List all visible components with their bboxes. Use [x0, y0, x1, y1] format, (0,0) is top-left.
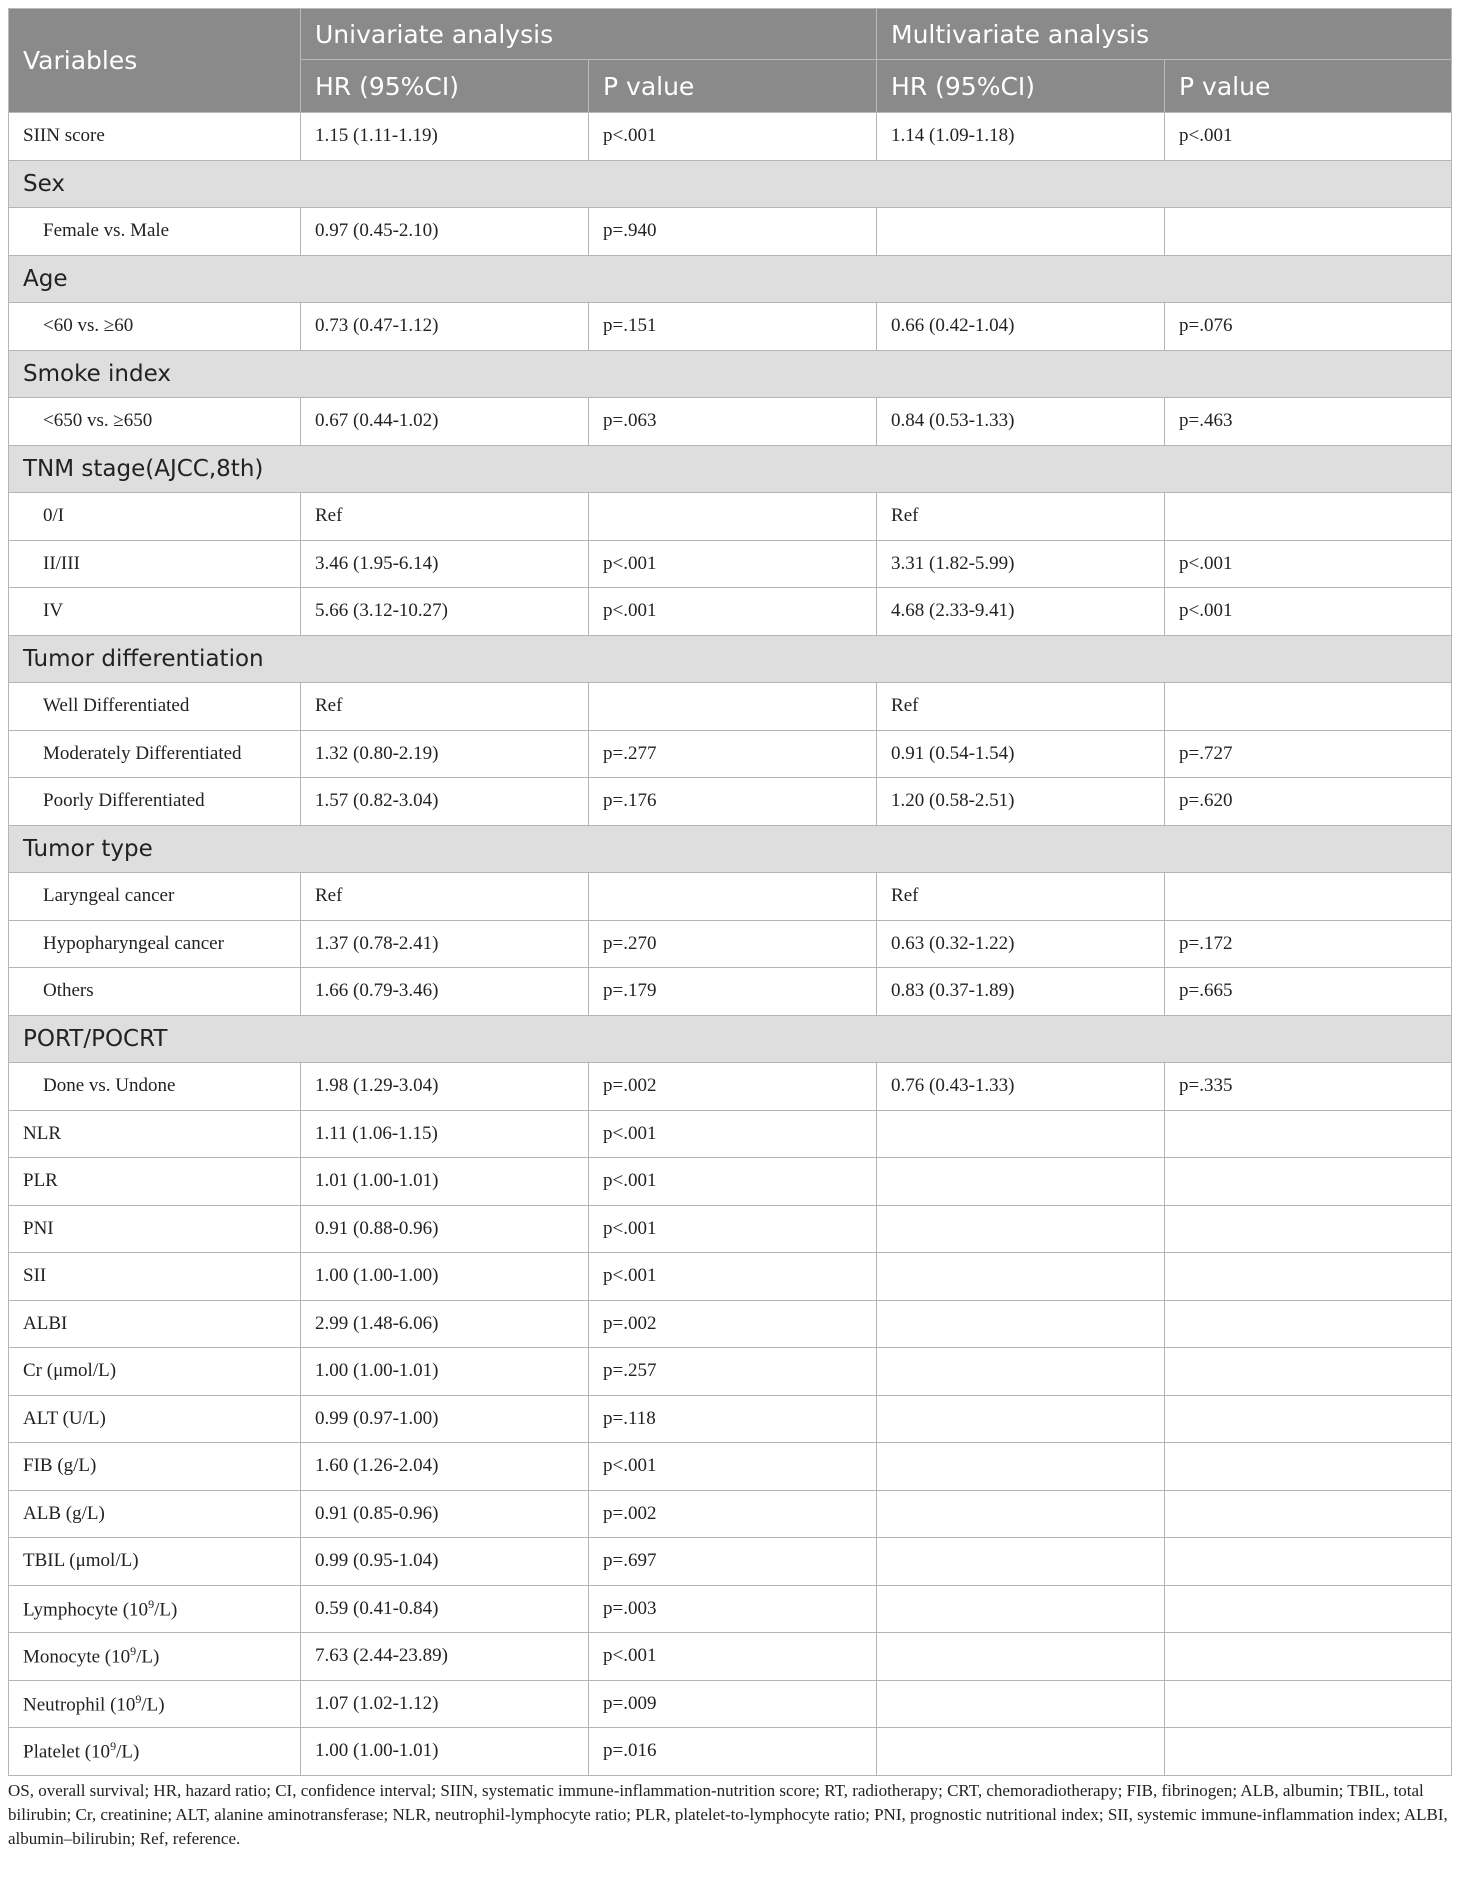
- multivariate-p-cell: [1165, 1253, 1452, 1301]
- variable-cell: [9, 683, 301, 731]
- univariate-hr-cell: 1.07 (1.02-1.12): [301, 1680, 589, 1728]
- multivariate-p-cell: p=.463: [1165, 398, 1452, 446]
- univariate-p-cell: [589, 873, 877, 921]
- table-row: [9, 1633, 1452, 1681]
- variable-label: SIIN score: [23, 125, 105, 147]
- univariate-p-cell: p=.063: [589, 398, 877, 446]
- multivariate-p-cell: [1165, 1158, 1452, 1206]
- table-row: [9, 493, 1452, 541]
- unit-suffix: /L): [136, 1646, 160, 1668]
- univariate-hr-cell: 1.57 (0.82-3.04): [301, 778, 589, 826]
- variable-label: Poorly Differentiated: [43, 790, 205, 812]
- univariate-hr-cell: 1.32 (0.80-2.19): [301, 730, 589, 778]
- variable-cell: [9, 1395, 301, 1443]
- table-row: [9, 1110, 1452, 1158]
- variable-cell: [9, 1585, 301, 1633]
- table-row: [9, 1158, 1452, 1206]
- univariate-hr-cell: 0.99 (0.95-1.04): [301, 1538, 589, 1586]
- univariate-p-cell: p<.001: [589, 1443, 877, 1491]
- univariate-p-cell: p<.001: [589, 1633, 877, 1681]
- multivariate-p-cell: p=.665: [1165, 968, 1452, 1016]
- variable-label: Moderately Differentiated: [43, 742, 242, 764]
- variable-label: PLR: [23, 1170, 58, 1192]
- table-row: [9, 1728, 1452, 1776]
- header-multivariate-p: P value: [1165, 60, 1452, 113]
- univariate-hr-cell: 0.97 (0.45-2.10): [301, 208, 589, 256]
- group-label: Age: [9, 255, 1452, 303]
- variable-cell: [9, 920, 301, 968]
- header-row-1: [9, 9, 1452, 60]
- multivariate-p-cell: [1165, 1633, 1452, 1681]
- univariate-p-cell: p<.001: [589, 1253, 877, 1301]
- variable-cell: [9, 398, 301, 446]
- variable-cell: [9, 1443, 301, 1491]
- univariate-p-cell: p=.176: [589, 778, 877, 826]
- variable-label: <650 vs. ≥650: [43, 410, 153, 432]
- univariate-hr-cell: 1.37 (0.78-2.41): [301, 920, 589, 968]
- variable-cell: [9, 540, 301, 588]
- multivariate-hr-cell: 0.63 (0.32-1.22): [877, 920, 1165, 968]
- header-multivariate: Multivariate analysis: [877, 9, 1452, 60]
- table-row: [9, 730, 1452, 778]
- univariate-p-cell: p=.003: [589, 1585, 877, 1633]
- variable-label: TBIL (μmol/L): [23, 1550, 139, 1572]
- univariate-p-cell: p=.697: [589, 1538, 877, 1586]
- multivariate-hr-cell: Ref: [877, 683, 1165, 731]
- table-row: [9, 873, 1452, 921]
- variable-cell: [9, 1110, 301, 1158]
- variable-cell: [9, 303, 301, 351]
- variable-label: Well Differentiated: [43, 695, 190, 717]
- univariate-p-cell: p=.016: [589, 1728, 877, 1776]
- group-label: Tumor differentiation: [9, 635, 1452, 683]
- multivariate-hr-cell: 3.31 (1.82-5.99): [877, 540, 1165, 588]
- multivariate-hr-cell: Ref: [877, 493, 1165, 541]
- variable-cell: [9, 208, 301, 256]
- table-row: [9, 1205, 1452, 1253]
- univariate-hr-cell: Ref: [301, 683, 589, 731]
- multivariate-hr-cell: 1.14 (1.09-1.18): [877, 113, 1165, 161]
- univariate-p-cell: p=.257: [589, 1348, 877, 1396]
- multivariate-p-cell: [1165, 1585, 1452, 1633]
- variable-label: Done vs. Undone: [43, 1075, 176, 1097]
- univariate-p-cell: p=.002: [589, 1300, 877, 1348]
- univariate-hr-cell: 1.66 (0.79-3.46): [301, 968, 589, 1016]
- variable-label: Lymphocyte (10: [23, 1598, 149, 1620]
- variable-label: Monocyte (10: [23, 1646, 131, 1668]
- multivariate-p-cell: [1165, 208, 1452, 256]
- multivariate-hr-cell: [877, 1680, 1165, 1728]
- univariate-p-cell: p<.001: [589, 540, 877, 588]
- univariate-hr-cell: 0.91 (0.88-0.96): [301, 1205, 589, 1253]
- univariate-hr-cell: 0.59 (0.41-0.84): [301, 1585, 589, 1633]
- multivariate-p-cell: [1165, 1110, 1452, 1158]
- multivariate-hr-cell: 0.84 (0.53-1.33): [877, 398, 1165, 446]
- multivariate-hr-cell: [877, 1443, 1165, 1491]
- multivariate-hr-cell: 4.68 (2.33-9.41): [877, 588, 1165, 636]
- variable-label: Platelet (10: [23, 1741, 111, 1763]
- variable-cell: [9, 1680, 301, 1728]
- header-univariate-p: P value: [589, 60, 877, 113]
- univariate-p-cell: p=.270: [589, 920, 877, 968]
- table-row: [9, 303, 1452, 351]
- univariate-hr-cell: Ref: [301, 493, 589, 541]
- multivariate-p-cell: [1165, 873, 1452, 921]
- table-row: [9, 1063, 1452, 1111]
- univariate-p-cell: [589, 493, 877, 541]
- table-row: [9, 1680, 1452, 1728]
- multivariate-p-cell: p<.001: [1165, 113, 1452, 161]
- multivariate-hr-cell: 1.20 (0.58-2.51): [877, 778, 1165, 826]
- univariate-p-cell: p=.151: [589, 303, 877, 351]
- table-footnote: OS, overall survival; HR, hazard ratio; CI, confidence interval; SIIN, systematic immune-inflammation-nutrition score; RT, radiotherapy; CRT, chemoradiotherapy; FIB, fibrinogen; ALB, albumin; TBIL, total bilirubin; Cr, creatinine; ALT, alanine aminotransferase; NLR, neutrophil-lymphocyte ratio; PLR, platelet-to-lymphocyte ratio; PNI, prognostic nutritional index; SII, systemic immune-inflammation index; ALBI, albumin–bilirubin; Ref, reference.: [8, 1780, 1448, 1848]
- univariate-p-cell: p<.001: [589, 588, 877, 636]
- unit-suffix: /L): [141, 1693, 165, 1715]
- variable-cell: [9, 1158, 301, 1206]
- variable-cell: [9, 968, 301, 1016]
- multivariate-p-cell: p<.001: [1165, 540, 1452, 588]
- variable-cell: [9, 1538, 301, 1586]
- unit-exponent: 9: [130, 1644, 137, 1659]
- univariate-hr-cell: 1.11 (1.06-1.15): [301, 1110, 589, 1158]
- multivariate-p-cell: [1165, 1680, 1452, 1728]
- multivariate-hr-cell: [877, 1348, 1165, 1396]
- group-header-row: [9, 1015, 1452, 1063]
- header-univariate: Univariate analysis: [301, 9, 877, 60]
- variable-label: 0/I: [43, 505, 65, 527]
- table-row: [9, 1395, 1452, 1443]
- table-row: [9, 1443, 1452, 1491]
- univariate-hr-cell: 3.46 (1.95-6.14): [301, 540, 589, 588]
- univariate-p-cell: p<.001: [589, 1158, 877, 1206]
- group-header-row: [9, 445, 1452, 493]
- multivariate-p-cell: [1165, 1205, 1452, 1253]
- multivariate-hr-cell: Ref: [877, 873, 1165, 921]
- variable-cell: [9, 1063, 301, 1111]
- header-variables: Variables: [9, 9, 301, 113]
- table-row: [9, 113, 1452, 161]
- multivariate-p-cell: p=.172: [1165, 920, 1452, 968]
- univariate-hr-cell: 2.99 (1.48-6.06): [301, 1300, 589, 1348]
- variable-cell: [9, 1205, 301, 1253]
- multivariate-hr-cell: 0.83 (0.37-1.89): [877, 968, 1165, 1016]
- multivariate-p-cell: [1165, 493, 1452, 541]
- multivariate-p-cell: [1165, 1538, 1452, 1586]
- variable-cell: [9, 1490, 301, 1538]
- univariate-p-cell: p<.001: [589, 113, 877, 161]
- univariate-hr-cell: 1.00 (1.00-1.00): [301, 1253, 589, 1301]
- variable-cell: [9, 873, 301, 921]
- multivariate-p-cell: p<.001: [1165, 588, 1452, 636]
- variable-label: Cr (μmol/L): [23, 1360, 117, 1382]
- univariate-p-cell: [589, 683, 877, 731]
- table-row: [9, 920, 1452, 968]
- multivariate-p-cell: p=.620: [1165, 778, 1452, 826]
- univariate-hr-cell: 5.66 (3.12-10.27): [301, 588, 589, 636]
- multivariate-hr-cell: [877, 1633, 1165, 1681]
- univariate-hr-cell: 1.01 (1.00-1.01): [301, 1158, 589, 1206]
- header-univariate-hr: HR (95%CI): [301, 60, 589, 113]
- univariate-p-cell: p=.002: [589, 1063, 877, 1111]
- univariate-hr-cell: 1.00 (1.00-1.01): [301, 1728, 589, 1776]
- unit-exponent: 9: [135, 1691, 142, 1706]
- univariate-p-cell: p<.001: [589, 1110, 877, 1158]
- table-row: [9, 540, 1452, 588]
- univariate-p-cell: p=.118: [589, 1395, 877, 1443]
- multivariate-p-cell: p=.335: [1165, 1063, 1452, 1111]
- header-multivariate-hr: HR (95%CI): [877, 60, 1165, 113]
- variable-cell: [9, 1300, 301, 1348]
- table-row: [9, 1490, 1452, 1538]
- unit-suffix: /L): [154, 1598, 178, 1620]
- multivariate-hr-cell: 0.91 (0.54-1.54): [877, 730, 1165, 778]
- multivariate-p-cell: [1165, 1395, 1452, 1443]
- group-header-row: [9, 635, 1452, 683]
- variable-label: ALT (U/L): [23, 1407, 106, 1429]
- group-label: PORT/POCRT: [9, 1015, 1452, 1063]
- variable-label: Neutrophil (10: [23, 1693, 136, 1715]
- group-header-row: [9, 255, 1452, 303]
- unit-exponent: 9: [148, 1596, 155, 1611]
- table-row: [9, 588, 1452, 636]
- variable-label: ALB (g/L): [23, 1502, 105, 1524]
- table-row: [9, 968, 1452, 1016]
- multivariate-hr-cell: [877, 1395, 1165, 1443]
- table-row: [9, 208, 1452, 256]
- variable-cell: [9, 113, 301, 161]
- univariate-p-cell: p<.001: [589, 1205, 877, 1253]
- table-row: [9, 1300, 1452, 1348]
- univariate-hr-cell: 0.67 (0.44-1.02): [301, 398, 589, 446]
- group-header-row: [9, 160, 1452, 208]
- variable-cell: [9, 493, 301, 541]
- multivariate-hr-cell: [877, 1158, 1165, 1206]
- table-row: [9, 683, 1452, 731]
- multivariate-p-cell: [1165, 1728, 1452, 1776]
- multivariate-p-cell: p=.076: [1165, 303, 1452, 351]
- variable-cell: [9, 1348, 301, 1396]
- multivariate-hr-cell: 0.76 (0.43-1.33): [877, 1063, 1165, 1111]
- univariate-hr-cell: 0.91 (0.85-0.96): [301, 1490, 589, 1538]
- variable-cell: [9, 1633, 301, 1681]
- unit-suffix: /L): [116, 1741, 140, 1763]
- table-row: [9, 1253, 1452, 1301]
- multivariate-hr-cell: [877, 1538, 1165, 1586]
- group-label: TNM stage(AJCC,8th): [9, 445, 1452, 493]
- multivariate-hr-cell: [877, 1490, 1165, 1538]
- table-row: [9, 778, 1452, 826]
- group-header-row: [9, 350, 1452, 398]
- variable-cell: [9, 1728, 301, 1776]
- variable-cell: [9, 730, 301, 778]
- univariate-hr-cell: Ref: [301, 873, 589, 921]
- group-label: Smoke index: [9, 350, 1452, 398]
- multivariate-hr-cell: [877, 1585, 1165, 1633]
- variable-label: IV: [43, 600, 64, 622]
- univariate-p-cell: p=.940: [589, 208, 877, 256]
- variable-cell: [9, 588, 301, 636]
- multivariate-hr-cell: [877, 208, 1165, 256]
- variable-label: ALBI: [23, 1312, 68, 1334]
- multivariate-hr-cell: 0.66 (0.42-1.04): [877, 303, 1165, 351]
- table-body: [9, 113, 1452, 1776]
- multivariate-hr-cell: [877, 1110, 1165, 1158]
- multivariate-p-cell: [1165, 1443, 1452, 1491]
- table-row: [9, 398, 1452, 446]
- univariate-hr-cell: 7.63 (2.44-23.89): [301, 1633, 589, 1681]
- unit-exponent: 9: [110, 1739, 117, 1754]
- variable-label: Others: [43, 980, 94, 1002]
- multivariate-hr-cell: [877, 1300, 1165, 1348]
- univariate-p-cell: p=.277: [589, 730, 877, 778]
- multivariate-p-cell: p=.727: [1165, 730, 1452, 778]
- table-container: [8, 8, 1451, 1851]
- univariate-hr-cell: 1.98 (1.29-3.04): [301, 1063, 589, 1111]
- multivariate-p-cell: [1165, 1348, 1452, 1396]
- variable-label: FIB (g/L): [23, 1455, 97, 1477]
- univariate-p-cell: p=.009: [589, 1680, 877, 1728]
- variable-label: Hypopharyngeal cancer: [43, 932, 224, 954]
- variable-cell: [9, 1253, 301, 1301]
- multivariate-p-cell: [1165, 1490, 1452, 1538]
- variable-label: Female vs. Male: [43, 220, 170, 242]
- univariate-hr-cell: 0.99 (0.97-1.00): [301, 1395, 589, 1443]
- variable-cell: [9, 778, 301, 826]
- table-row: [9, 1585, 1452, 1633]
- univariate-p-cell: p=.179: [589, 968, 877, 1016]
- univariate-hr-cell: 1.15 (1.11-1.19): [301, 113, 589, 161]
- univariate-hr-cell: 1.00 (1.00-1.01): [301, 1348, 589, 1396]
- group-label: Tumor type: [9, 825, 1452, 873]
- multivariate-hr-cell: [877, 1205, 1165, 1253]
- results-table: [8, 8, 1452, 1776]
- univariate-hr-cell: 1.60 (1.26-2.04): [301, 1443, 589, 1491]
- group-label: Sex: [9, 160, 1452, 208]
- variable-label: NLR: [23, 1122, 61, 1144]
- multivariate-p-cell: [1165, 683, 1452, 731]
- group-header-row: [9, 825, 1452, 873]
- multivariate-p-cell: [1165, 1300, 1452, 1348]
- variable-label: PNI: [23, 1217, 54, 1239]
- variable-label: <60 vs. ≥60: [43, 315, 134, 337]
- table-row: [9, 1348, 1452, 1396]
- univariate-p-cell: p=.002: [589, 1490, 877, 1538]
- variable-label: Laryngeal cancer: [43, 885, 175, 907]
- univariate-hr-cell: 0.73 (0.47-1.12): [301, 303, 589, 351]
- variable-label: SII: [23, 1265, 47, 1287]
- table-row: [9, 1538, 1452, 1586]
- variable-label: II/III: [43, 552, 80, 574]
- multivariate-hr-cell: [877, 1728, 1165, 1776]
- multivariate-hr-cell: [877, 1253, 1165, 1301]
